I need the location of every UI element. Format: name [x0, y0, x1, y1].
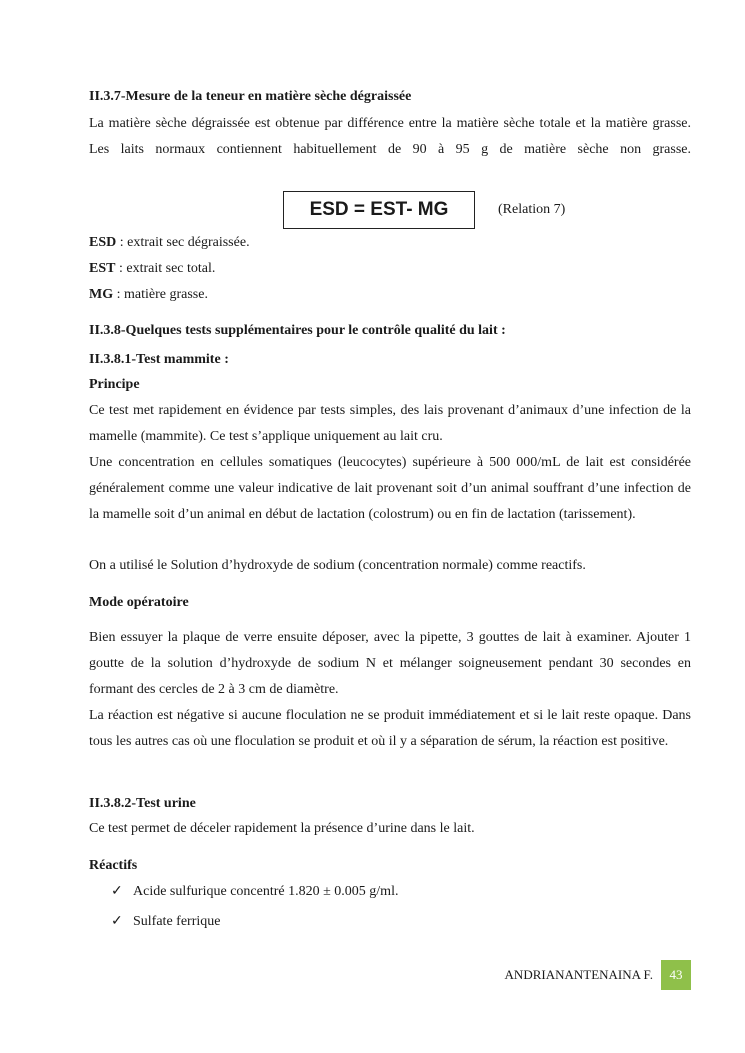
paragraph-337: La matière sèche dégraissée est obtenue par différence entre la matière sèche totale et la matière grasse. Les laits normaux contiennent habituellement de 90 à 95 g de matière sèche non grasse.	[89, 116, 691, 157]
paragraph-mode-1: Bien essuyer la plaque de verre ensuite déposer, avec la pipette, 3 gouttes de lait à examiner. Ajouter 1 goutte de la solution d’hydroxyde de sodium N et mélanger soigneusement pendant 30 secondes en formant des cercles de 2 à 3 cm de diamètre.	[89, 630, 691, 697]
section-title-3382: II.3.8.2-Test urine	[89, 796, 196, 811]
subheading-reactifs: Réactifs	[89, 858, 138, 873]
definition-term: ESD	[89, 235, 117, 250]
section-title-3381: II.3.8.1-Test mammite :	[89, 352, 229, 367]
paragraph-principe-3: On a utilisé le Solution d’hydroxyde de sodium (concentration normale) comme reactifs.	[89, 558, 586, 573]
definition-term: MG	[89, 287, 114, 302]
definition-desc: : matière grasse.	[113, 287, 208, 302]
list-item	[111, 883, 398, 900]
check-icon: ✓	[111, 884, 123, 899]
check-icon: ✓	[111, 914, 123, 929]
definition-desc: : extrait sec dégraissée.	[116, 235, 250, 250]
paragraph-principe-2: Une concentration en cellules somatiques (leucocytes) supérieure à 500 000/mL de lait est considérée généralement comme une valeur indicative de lait provenant soit d’un animal souffrant d’une infection de la mamelle soit d’un animal en début de lactation (colostrum) ou en fin de lactation (tarissement).	[89, 455, 691, 522]
definition-esd	[89, 235, 250, 251]
footer-author: ANDRIANANTENAINA F.	[504, 967, 653, 982]
page-number-badge: 43	[661, 960, 691, 990]
paragraph-3382: Ce test permet de déceler rapidement la présence d’urine dans le lait.	[89, 821, 475, 836]
relation-label: (Relation 7)	[498, 202, 566, 217]
paragraph-mode-2: La réaction est négative si aucune floculation ne se produit immédiatement et si le lait reste opaque. Dans tous les autres cas où une floculation se produit et où il y a séparation de sérum, la réaction est positive.	[89, 708, 691, 749]
section-title-337: II.3.7-Mesure de la teneur en matière sèche dégraissée	[89, 89, 412, 104]
definition-mg	[89, 287, 208, 303]
definition-term: EST	[89, 261, 116, 276]
list-item-label: Sulfate ferrique	[133, 914, 221, 929]
definition-desc: : extrait sec total.	[115, 261, 216, 276]
definition-est	[89, 261, 215, 277]
formula-box: ESD = EST- MG	[283, 191, 475, 229]
paragraph-principe-1: Ce test met rapidement en évidence par tests simples, des lais provenant d’animaux d’une infection de la mamelle (mammite). Ce test s’applique uniquement au lait cru.	[89, 403, 691, 444]
subheading-principe: Principe	[89, 377, 140, 392]
section-title-338: II.3.8-Quelques tests supplémentaires pour le contrôle qualité du lait :	[89, 323, 506, 338]
subheading-mode: Mode opératoire	[89, 595, 189, 610]
list-item	[111, 913, 220, 930]
list-item-label: Acide sulfurique concentré 1.820 ± 0.005 g/ml.	[133, 884, 399, 899]
